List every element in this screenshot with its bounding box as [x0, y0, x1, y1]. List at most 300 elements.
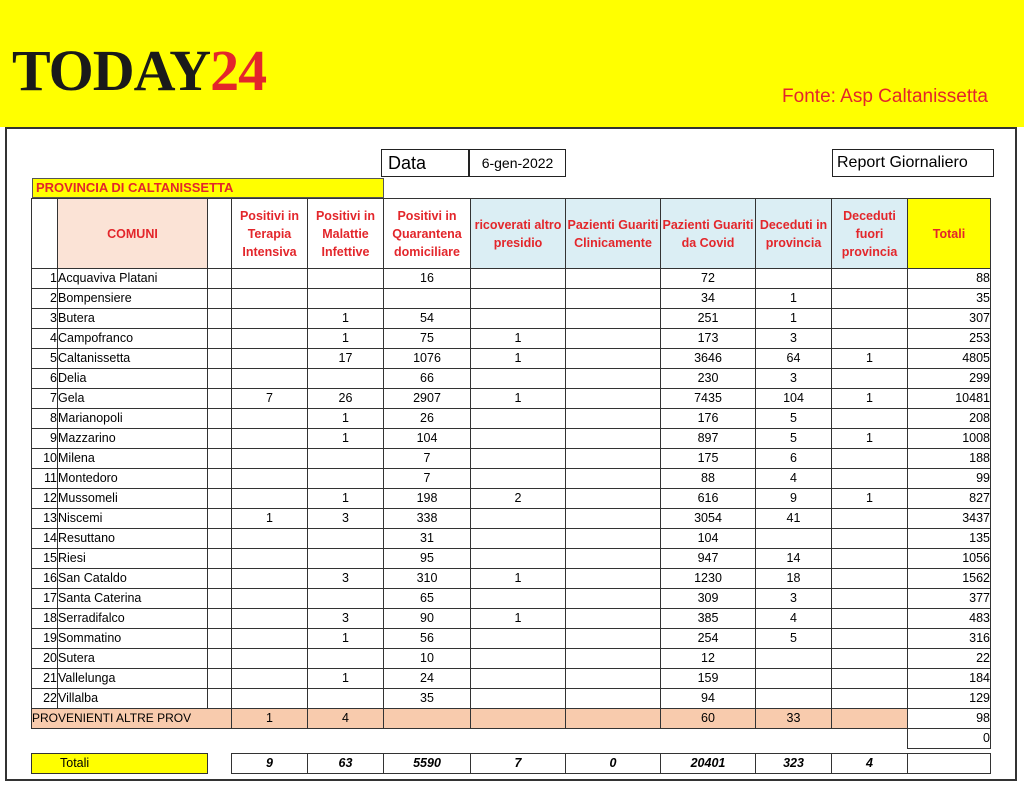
row-gap — [208, 469, 232, 489]
row-cell-dp — [756, 269, 832, 289]
row-cell-gc — [566, 289, 661, 309]
row-cell-mi — [308, 369, 384, 389]
row-cell-ti — [232, 649, 308, 669]
row-cell-rap — [471, 629, 566, 649]
header-quarantena: Positivi in Quarantena domiciliare — [384, 199, 471, 269]
row-cell-qd: 7 — [384, 469, 471, 489]
row-cell-qd: 338 — [384, 509, 471, 529]
row-cell-qd: 35 — [384, 689, 471, 709]
row-number: 15 — [32, 549, 58, 569]
table-row — [32, 649, 991, 669]
row-cell-ti — [232, 469, 308, 489]
row-cell-mi — [308, 289, 384, 309]
row-cell-gc — [566, 549, 661, 569]
row-cell-gcov: 3054 — [661, 509, 756, 529]
row-total: 88 — [908, 269, 991, 289]
row-cell-mi: 3 — [308, 569, 384, 589]
row-gap — [208, 349, 232, 369]
row-cell-dfp — [832, 609, 908, 629]
table-row — [32, 409, 991, 429]
row-gap — [208, 289, 232, 309]
row-cell-qd: 310 — [384, 569, 471, 589]
header-banner — [0, 0, 1024, 127]
row-comune: Milena — [58, 449, 208, 469]
row-cell-gcov: 1230 — [661, 569, 756, 589]
provenienti-cell-qd — [384, 709, 471, 729]
row-cell-gc — [566, 409, 661, 429]
row-cell-gc — [566, 369, 661, 389]
row-cell-gcov: 897 — [661, 429, 756, 449]
row-number: 4 — [32, 329, 58, 349]
row-cell-dp: 4 — [756, 609, 832, 629]
row-cell-rap — [471, 289, 566, 309]
provenienti-cell-dp: 33 — [756, 709, 832, 729]
row-cell-gcov: 94 — [661, 689, 756, 709]
row-cell-dfp — [832, 309, 908, 329]
row-cell-dp: 64 — [756, 349, 832, 369]
row-cell-dp — [756, 669, 832, 689]
row-cell-dfp: 1 — [832, 389, 908, 409]
row-cell-gcov: 230 — [661, 369, 756, 389]
table-row — [32, 689, 991, 709]
totals-label: Totali — [32, 754, 208, 774]
row-cell-qd: 75 — [384, 329, 471, 349]
row-cell-ti — [232, 409, 308, 429]
row-cell-ti — [232, 289, 308, 309]
row-cell-dp — [756, 689, 832, 709]
row-comune: Marianopoli — [58, 409, 208, 429]
row-cell-mi — [308, 269, 384, 289]
row-cell-rap: 1 — [471, 569, 566, 589]
row-cell-gc — [566, 609, 661, 629]
row-total: 3437 — [908, 509, 991, 529]
totals-cell-rap: 7 — [471, 754, 566, 774]
row-cell-ti — [232, 549, 308, 569]
row-cell-mi: 17 — [308, 349, 384, 369]
row-cell-dfp: 1 — [832, 489, 908, 509]
table-row — [32, 349, 991, 369]
row-gap — [208, 449, 232, 469]
table-row — [32, 449, 991, 469]
row-cell-dp: 18 — [756, 569, 832, 589]
provenienti-cell-dfp — [832, 709, 908, 729]
totals-total — [908, 754, 991, 774]
header-clinicamente: Pazienti Guariti Clinicamente — [566, 199, 661, 269]
row-cell-gcov: 12 — [661, 649, 756, 669]
table-row — [32, 509, 991, 529]
row-comune: Sommatino — [58, 629, 208, 649]
row-cell-ti — [232, 449, 308, 469]
row-total: 129 — [908, 689, 991, 709]
row-cell-qd — [384, 289, 471, 309]
row-cell-dp: 5 — [756, 409, 832, 429]
row-cell-mi — [308, 549, 384, 569]
row-cell-gcov: 176 — [661, 409, 756, 429]
row-cell-dfp — [832, 529, 908, 549]
row-total: 99 — [908, 469, 991, 489]
row-cell-ti — [232, 629, 308, 649]
row-gap — [208, 429, 232, 449]
table-row — [32, 289, 991, 309]
row-cell-dp — [756, 529, 832, 549]
provenienti-cell-gc — [566, 709, 661, 729]
row-cell-mi: 26 — [308, 389, 384, 409]
header-malattie: Positivi in Malattie Infettive — [308, 199, 384, 269]
header-comuni: COMUNI — [58, 199, 208, 269]
row-cell-dfp — [832, 449, 908, 469]
row-gap — [208, 689, 232, 709]
row-total: 827 — [908, 489, 991, 509]
totals-row — [32, 754, 991, 774]
row-cell-gcov: 3646 — [661, 349, 756, 369]
table-row — [32, 309, 991, 329]
row-cell-gcov: 251 — [661, 309, 756, 329]
row-cell-gcov: 173 — [661, 329, 756, 349]
row-cell-rap — [471, 529, 566, 549]
row-number: 22 — [32, 689, 58, 709]
report-date: 6-gen-2022 — [469, 149, 566, 177]
header-terapia: Positivi in Terapia Intensiva — [232, 199, 308, 269]
row-number: 1 — [32, 269, 58, 289]
row-cell-gc — [566, 649, 661, 669]
totals-cell-ti: 9 — [232, 754, 308, 774]
row-cell-ti — [232, 309, 308, 329]
row-cell-mi: 3 — [308, 509, 384, 529]
row-gap — [208, 549, 232, 569]
row-cell-qd: 31 — [384, 529, 471, 549]
row-gap — [208, 509, 232, 529]
row-number: 21 — [32, 669, 58, 689]
province-title: PROVINCIA DI CALTANISSETTA — [32, 178, 384, 198]
row-cell-rap: 2 — [471, 489, 566, 509]
row-cell-gcov: 616 — [661, 489, 756, 509]
provenienti-label: PROVENIENTI ALTRE PROV — [32, 709, 232, 729]
row-cell-dp: 4 — [756, 469, 832, 489]
extra-total-row — [32, 729, 991, 749]
row-gap — [208, 569, 232, 589]
row-cell-gcov: 88 — [661, 469, 756, 489]
row-cell-dfp — [832, 369, 908, 389]
row-cell-dfp — [832, 409, 908, 429]
row-number: 12 — [32, 489, 58, 509]
row-cell-ti — [232, 669, 308, 689]
row-cell-rap — [471, 669, 566, 689]
row-gap — [208, 629, 232, 649]
row-cell-gc — [566, 629, 661, 649]
row-cell-gc — [566, 449, 661, 469]
row-cell-qd: 95 — [384, 549, 471, 569]
totals-cell-gcov: 20401 — [661, 754, 756, 774]
row-cell-gc — [566, 689, 661, 709]
row-cell-rap: 1 — [471, 329, 566, 349]
provenienti-row — [32, 709, 991, 729]
row-cell-ti — [232, 269, 308, 289]
row-comune: Bompensiere — [58, 289, 208, 309]
row-number: 19 — [32, 629, 58, 649]
header-index — [32, 199, 58, 269]
row-cell-dfp — [832, 649, 908, 669]
row-gap — [208, 309, 232, 329]
row-cell-ti — [232, 369, 308, 389]
provenienti-total: 98 — [908, 709, 991, 729]
row-cell-dfp — [832, 589, 908, 609]
source-label: Fonte: Asp Caltanissetta — [782, 86, 988, 107]
row-gap — [208, 649, 232, 669]
row-cell-gc — [566, 589, 661, 609]
covid-table — [31, 198, 991, 774]
row-total: 188 — [908, 449, 991, 469]
row-cell-dp: 9 — [756, 489, 832, 509]
row-cell-ti — [232, 329, 308, 349]
row-comune: Gela — [58, 389, 208, 409]
row-total: 253 — [908, 329, 991, 349]
table-row — [32, 329, 991, 349]
row-cell-mi: 1 — [308, 409, 384, 429]
row-cell-dp: 14 — [756, 549, 832, 569]
totals-gap — [208, 754, 232, 774]
row-number: 9 — [32, 429, 58, 449]
row-cell-rap — [471, 429, 566, 449]
row-gap — [208, 329, 232, 349]
row-cell-qd: 16 — [384, 269, 471, 289]
row-cell-dfp: 1 — [832, 349, 908, 369]
row-number: 14 — [32, 529, 58, 549]
row-number: 11 — [32, 469, 58, 489]
row-number: 3 — [32, 309, 58, 329]
row-cell-qd: 26 — [384, 409, 471, 429]
row-number: 17 — [32, 589, 58, 609]
table-row — [32, 569, 991, 589]
table-row — [32, 369, 991, 389]
row-gap — [208, 269, 232, 289]
row-cell-gcov: 72 — [661, 269, 756, 289]
table-row — [32, 609, 991, 629]
row-total: 10481 — [908, 389, 991, 409]
row-gap — [208, 389, 232, 409]
row-cell-qd: 24 — [384, 669, 471, 689]
row-number: 13 — [32, 509, 58, 529]
row-cell-dfp — [832, 329, 908, 349]
row-cell-ti — [232, 609, 308, 629]
row-cell-ti — [232, 569, 308, 589]
row-cell-mi — [308, 689, 384, 709]
row-cell-gcov: 309 — [661, 589, 756, 609]
row-cell-dfp — [832, 289, 908, 309]
row-cell-gc — [566, 329, 661, 349]
row-cell-ti: 1 — [232, 509, 308, 529]
row-cell-ti: 7 — [232, 389, 308, 409]
row-cell-gc — [566, 669, 661, 689]
row-comune: Niscemi — [58, 509, 208, 529]
row-cell-dp: 3 — [756, 329, 832, 349]
table-row — [32, 269, 991, 289]
row-cell-dfp — [832, 689, 908, 709]
row-cell-ti — [232, 689, 308, 709]
row-cell-rap — [471, 649, 566, 669]
row-cell-gc — [566, 569, 661, 589]
row-cell-rap — [471, 509, 566, 529]
header-ricoverati: ricoverati altro presidio — [471, 199, 566, 269]
row-total: 1562 — [908, 569, 991, 589]
row-gap — [208, 529, 232, 549]
today24-logo — [12, 38, 267, 103]
row-cell-mi: 3 — [308, 609, 384, 629]
row-gap — [208, 409, 232, 429]
row-comune: Santa Caterina — [58, 589, 208, 609]
row-total: 377 — [908, 589, 991, 609]
row-cell-gc — [566, 429, 661, 449]
header-deceduti-in: Deceduti in provincia — [756, 199, 832, 269]
table-row — [32, 529, 991, 549]
row-total: 208 — [908, 409, 991, 429]
table-row — [32, 549, 991, 569]
table-row — [32, 629, 991, 649]
row-total: 4805 — [908, 349, 991, 369]
row-number: 2 — [32, 289, 58, 309]
row-comune: Serradifalco — [58, 609, 208, 629]
row-comune: Montedoro — [58, 469, 208, 489]
row-cell-qd: 54 — [384, 309, 471, 329]
row-cell-rap — [471, 689, 566, 709]
extra-total-value: 0 — [908, 729, 991, 749]
row-cell-dfp — [832, 569, 908, 589]
row-comune: Riesi — [58, 549, 208, 569]
row-gap — [208, 609, 232, 629]
row-cell-qd: 2907 — [384, 389, 471, 409]
row-cell-qd: 56 — [384, 629, 471, 649]
row-number: 7 — [32, 389, 58, 409]
row-cell-rap: 1 — [471, 609, 566, 629]
row-cell-gcov: 175 — [661, 449, 756, 469]
row-total: 483 — [908, 609, 991, 629]
row-cell-mi — [308, 469, 384, 489]
header-guariti: Pazienti Guariti da Covid — [661, 199, 756, 269]
row-cell-rap — [471, 369, 566, 389]
provenienti-cell-ti: 1 — [232, 709, 308, 729]
row-cell-mi: 1 — [308, 429, 384, 449]
row-cell-dfp — [832, 669, 908, 689]
row-total: 1056 — [908, 549, 991, 569]
table-header-row — [32, 199, 991, 269]
provenienti-cell-mi: 4 — [308, 709, 384, 729]
row-cell-gcov: 385 — [661, 609, 756, 629]
row-number: 18 — [32, 609, 58, 629]
table-body — [32, 269, 991, 774]
row-comune: Resuttano — [58, 529, 208, 549]
logo-number: 24 — [210, 38, 267, 103]
row-total: 35 — [908, 289, 991, 309]
row-cell-dfp: 1 — [832, 429, 908, 449]
row-cell-gc — [566, 349, 661, 369]
row-comune: San Cataldo — [58, 569, 208, 589]
row-cell-mi: 1 — [308, 669, 384, 689]
row-cell-qd: 1076 — [384, 349, 471, 369]
row-total: 135 — [908, 529, 991, 549]
row-cell-qd: 90 — [384, 609, 471, 629]
row-total: 184 — [908, 669, 991, 689]
row-comune: Acquaviva Platani — [58, 269, 208, 289]
row-comune: Campofranco — [58, 329, 208, 349]
row-total: 1008 — [908, 429, 991, 449]
totals-cell-gc: 0 — [566, 754, 661, 774]
row-cell-dfp — [832, 629, 908, 649]
row-total: 316 — [908, 629, 991, 649]
row-cell-ti — [232, 589, 308, 609]
row-cell-gc — [566, 529, 661, 549]
row-cell-dfp — [832, 509, 908, 529]
row-cell-rap: 1 — [471, 349, 566, 369]
row-cell-gcov: 254 — [661, 629, 756, 649]
row-cell-dp: 6 — [756, 449, 832, 469]
totals-cell-dp: 323 — [756, 754, 832, 774]
row-cell-qd: 10 — [384, 649, 471, 669]
row-gap — [208, 489, 232, 509]
row-cell-gcov: 104 — [661, 529, 756, 549]
row-cell-qd: 104 — [384, 429, 471, 449]
extra-blank — [32, 729, 908, 749]
table-row — [32, 469, 991, 489]
row-cell-dp: 3 — [756, 369, 832, 389]
row-cell-qd: 66 — [384, 369, 471, 389]
row-total: 307 — [908, 309, 991, 329]
row-cell-qd: 7 — [384, 449, 471, 469]
row-cell-rap — [471, 469, 566, 489]
row-cell-rap — [471, 589, 566, 609]
row-cell-ti — [232, 489, 308, 509]
row-cell-gc — [566, 489, 661, 509]
row-cell-dp: 1 — [756, 289, 832, 309]
row-cell-mi — [308, 449, 384, 469]
header-totali: Totali — [908, 199, 991, 269]
row-number: 6 — [32, 369, 58, 389]
row-cell-mi — [308, 529, 384, 549]
row-number: 5 — [32, 349, 58, 369]
row-cell-rap: 1 — [471, 389, 566, 409]
header-gap — [208, 199, 232, 269]
row-total: 299 — [908, 369, 991, 389]
row-cell-gcov: 947 — [661, 549, 756, 569]
row-cell-ti — [232, 349, 308, 369]
totals-cell-qd: 5590 — [384, 754, 471, 774]
row-cell-gcov: 34 — [661, 289, 756, 309]
row-comune: Villalba — [58, 689, 208, 709]
row-cell-dp — [756, 649, 832, 669]
date-label: Data — [381, 149, 469, 177]
row-cell-gc — [566, 309, 661, 329]
row-cell-rap — [471, 549, 566, 569]
row-cell-rap — [471, 269, 566, 289]
row-comune: Butera — [58, 309, 208, 329]
row-cell-gcov: 7435 — [661, 389, 756, 409]
row-cell-mi: 1 — [308, 489, 384, 509]
row-cell-ti — [232, 529, 308, 549]
row-cell-mi — [308, 649, 384, 669]
row-comune: Mazzarino — [58, 429, 208, 449]
table-row — [32, 669, 991, 689]
row-number: 10 — [32, 449, 58, 469]
row-number: 8 — [32, 409, 58, 429]
provenienti-cell-gcov: 60 — [661, 709, 756, 729]
table-row — [32, 389, 991, 409]
row-cell-rap — [471, 309, 566, 329]
row-total: 22 — [908, 649, 991, 669]
row-cell-gc — [566, 389, 661, 409]
row-cell-gc — [566, 269, 661, 289]
provenienti-cell-rap — [471, 709, 566, 729]
totals-cell-dfp: 4 — [832, 754, 908, 774]
table-row — [32, 589, 991, 609]
row-comune: Caltanissetta — [58, 349, 208, 369]
